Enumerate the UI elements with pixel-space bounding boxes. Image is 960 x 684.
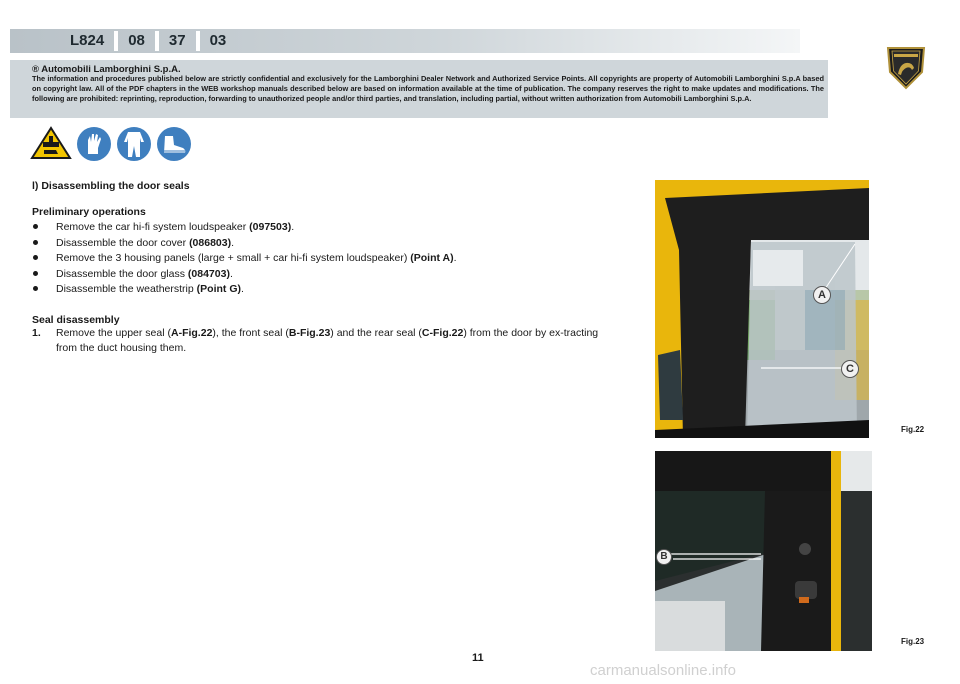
code-separator [114, 31, 118, 51]
seal-step-1 [32, 326, 612, 356]
list-item: Remove the 3 housing panels (large + small + car hi-fi system loudspeaker) (Point A). [32, 251, 457, 267]
code-group: 08 [128, 32, 145, 49]
callout-b: B [656, 549, 672, 565]
figure-22-label: Fig.22 [901, 425, 925, 434]
figure-22-photo [655, 180, 869, 438]
step-text: Remove the upper seal (A-Fig.22), the front seal (B-Fig.23) and the rear seal (C-Fig.22) from the door by ex-tracting from the duct housing them. [56, 327, 599, 354]
code-model: L824 [70, 32, 105, 49]
preliminary-heading: Preliminary operations [32, 206, 146, 218]
overalls-icon [116, 126, 152, 162]
safety-shoes-icon [156, 126, 192, 162]
watermark: carmanualsonline.info [590, 662, 736, 679]
legal-text: The information and procedures published below are strictly confidential and exclusively for the Lamborghini Dealer Network and Authorized Service Points. All copyrights are property of Automobili Lamborghini S.p.A based on copyright law. All of the PDF chapters in the WEB workshop manuals described below are based on information available at the time of publication. The company reserves the right to make updates and modifications. The following are prohibited: reprinting, reproduction, forwarding to unauthorized people and/or third parties, and translation, including partial, without written authorization from Automobili Lamborghini S.p.A. [32, 74, 824, 104]
code-section: 03 [209, 32, 227, 49]
safety-icons [30, 126, 192, 162]
legal-title: ® Automobili Lamborghini S.p.A. [32, 64, 181, 75]
callout-a: A [813, 286, 831, 304]
list-item: Disassemble the door cover (086803). [32, 236, 457, 252]
list-item: Disassemble the weatherstrip (Point G). [32, 282, 457, 298]
figure-23-label: Fig.23 [901, 637, 925, 646]
list-item: Remove the car hi-fi system loudspeaker (097503). [32, 220, 457, 236]
seal-heading: Seal disassembly [32, 314, 120, 326]
page-number: 11 [472, 652, 484, 664]
list-item: Disassemble the door glass (084703). [32, 267, 457, 283]
code-subgroup: 37 [168, 32, 186, 49]
preliminary-list [32, 220, 457, 298]
gloves-icon [76, 126, 112, 162]
step-number: 1. [32, 327, 41, 339]
code-separator [196, 31, 200, 51]
section-heading: l) Disassembling the door seals [32, 180, 190, 192]
hand-crush-warning-icon [30, 126, 72, 162]
lamborghini-logo-icon [884, 44, 928, 90]
figure-23-photo [655, 451, 872, 651]
code-separator [155, 31, 159, 51]
document-code [62, 30, 234, 52]
callout-c: C [841, 360, 859, 378]
